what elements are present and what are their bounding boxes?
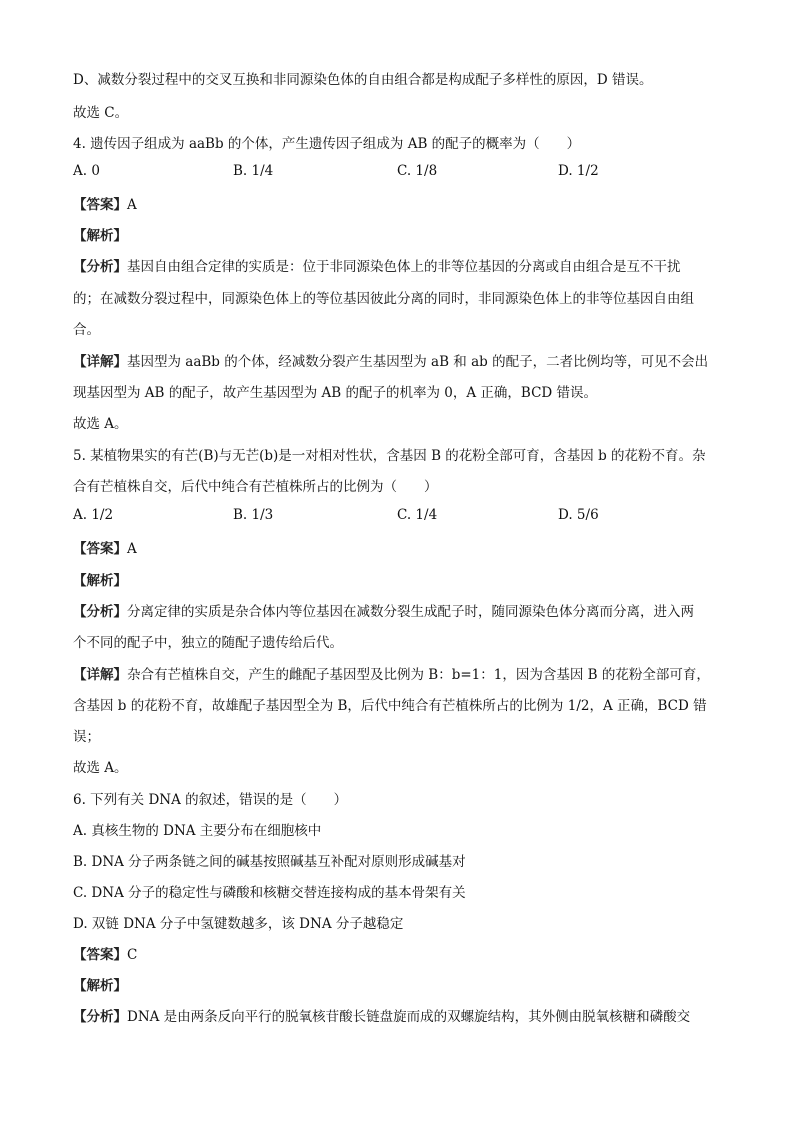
q4-fenxi-1	[73, 255, 681, 275]
q5-answer	[73, 537, 137, 557]
fenxi-tag: 【分析】	[73, 1009, 127, 1025]
question-5-line-1: 5. 某植物果实的有芒(B)与无芒(b)是一对相对性状，含基因 B 的花粉全部可育，含基因 b 的花粉不育。杂	[73, 448, 706, 464]
q6-analysis-heading	[73, 974, 127, 994]
q6-option-b: B. DNA 分子两条链之间的碱基按照碱基互补配对原则形成碱基对	[73, 854, 466, 870]
q5-xiangjie-1	[73, 663, 710, 683]
q4-xiangjie-2: 现基因型为 AB 的配子，故产生基因型为 AB 的配子的机率为 0，A 正确，BCD 错误。	[73, 385, 598, 401]
q4-choice: 故选 A。	[73, 416, 128, 432]
answer-choice: 故选 C。	[73, 105, 129, 121]
q5-fenxi-1	[73, 600, 694, 620]
q5-option-d: D. 5/6	[558, 507, 599, 523]
q6-fenxi-1	[73, 1005, 690, 1025]
q5-answer-value: A	[127, 541, 137, 557]
analysis-tag: 【解析】	[73, 228, 127, 244]
option-d-explanation: D、减数分裂过程中的交叉互换和非同源染色体的自由组合都是构成配子多样性的原因，D 错误。	[73, 72, 653, 88]
q6-option-a: A. 真核生物的 DNA 主要分布在细胞核中	[73, 823, 322, 839]
q6-answer-value: C	[127, 947, 138, 963]
fenxi-tag: 【分析】	[73, 259, 127, 275]
q4-answer	[73, 193, 137, 213]
answer-tag: 【答案】	[73, 197, 127, 213]
analysis-tag: 【解析】	[73, 573, 127, 589]
xiangjie-tag: 【详解】	[73, 667, 127, 683]
q5-xiangjie-2: 含基因 b 的花粉不育，故雄配子基因型全为 B，后代中纯合有芒植株所占的比例为 1/2，A 正确，BCD 错	[73, 698, 707, 714]
q4-fenxi-2: 的；在减数分裂过程中，同源染色体上的等位基因彼此分离的同时，非同源染色体上的非等位基因自由组	[73, 291, 694, 307]
q4-fenxi-3: 合。	[73, 322, 100, 338]
q4-option-d: D. 1/2	[558, 163, 599, 179]
q5-xiangjie-3: 误；	[73, 729, 100, 745]
q4-answer-value: A	[127, 197, 137, 213]
answer-tag: 【答案】	[73, 947, 127, 963]
q5-analysis-heading	[73, 569, 127, 589]
q5-fenxi-2: 个不同的配子中，独立的随配子遗传给后代。	[73, 635, 343, 651]
q4-analysis-heading	[73, 224, 127, 244]
analysis-tag: 【解析】	[73, 978, 127, 994]
xiangjie-tag: 【详解】	[73, 354, 127, 370]
q4-option-b: B. 1/4	[233, 163, 274, 179]
q5-option-c: C. 1/4	[397, 507, 438, 523]
q5-choice: 故选 A。	[73, 760, 128, 776]
q4-option-a: A. 0	[73, 163, 100, 179]
question-6: 6. 下列有关 DNA 的叙述，错误的是（ ）	[73, 792, 348, 808]
q4-fenxi-text-1: 基因自由组合定律的实质是：位于非同源染色体上的非等位基因的分离或自由组合是互不干扰	[127, 259, 681, 275]
q5-option-b: B. 1/3	[233, 507, 274, 523]
q6-fenxi-text-1: DNA 是由两条反向平行的脱氧核苷酸长链盘旋而成的双螺旋结构，其外侧由脱氧核糖和磷酸交	[127, 1009, 691, 1025]
fenxi-tag: 【分析】	[73, 604, 127, 620]
question-4: 4. 遗传因子组成为 aaBb 的个体，产生遗传因子组成为 AB 的配子的概率为（ ）	[73, 136, 581, 152]
q5-option-a: A. 1/2	[73, 507, 114, 523]
q4-xiangjie-text-1: 基因型为 aaBb 的个体，经减数分裂产生基因型为 aB 和 ab 的配子，二者比例均等，可见不会出	[127, 354, 709, 370]
question-5-line-2: 合有芒植株自交，后代中纯合有芒植株所占的比例为（ ）	[73, 479, 438, 495]
q6-answer	[73, 943, 137, 963]
q5-xiangjie-text-1: 杂合有芒植株自交，产生的雌配子基因型及比例为 B：b=1：1，因为含基因 B 的花粉全部可育，	[127, 667, 710, 683]
answer-tag: 【答案】	[73, 541, 127, 557]
q4-xiangjie-1	[73, 350, 708, 370]
q5-fenxi-text-1: 分离定律的实质是杂合体内等位基因在减数分裂生成配子时，随同源染色体分离而分离，进入两	[127, 604, 694, 620]
q6-option-d: D. 双链 DNA 分子中氢键数越多，该 DNA 分子越稳定	[73, 916, 404, 932]
q6-option-c: C. DNA 分子的稳定性与磷酸和核糖交替连接构成的基本骨架有关	[73, 885, 466, 901]
q4-option-c: C. 1/8	[397, 163, 438, 179]
